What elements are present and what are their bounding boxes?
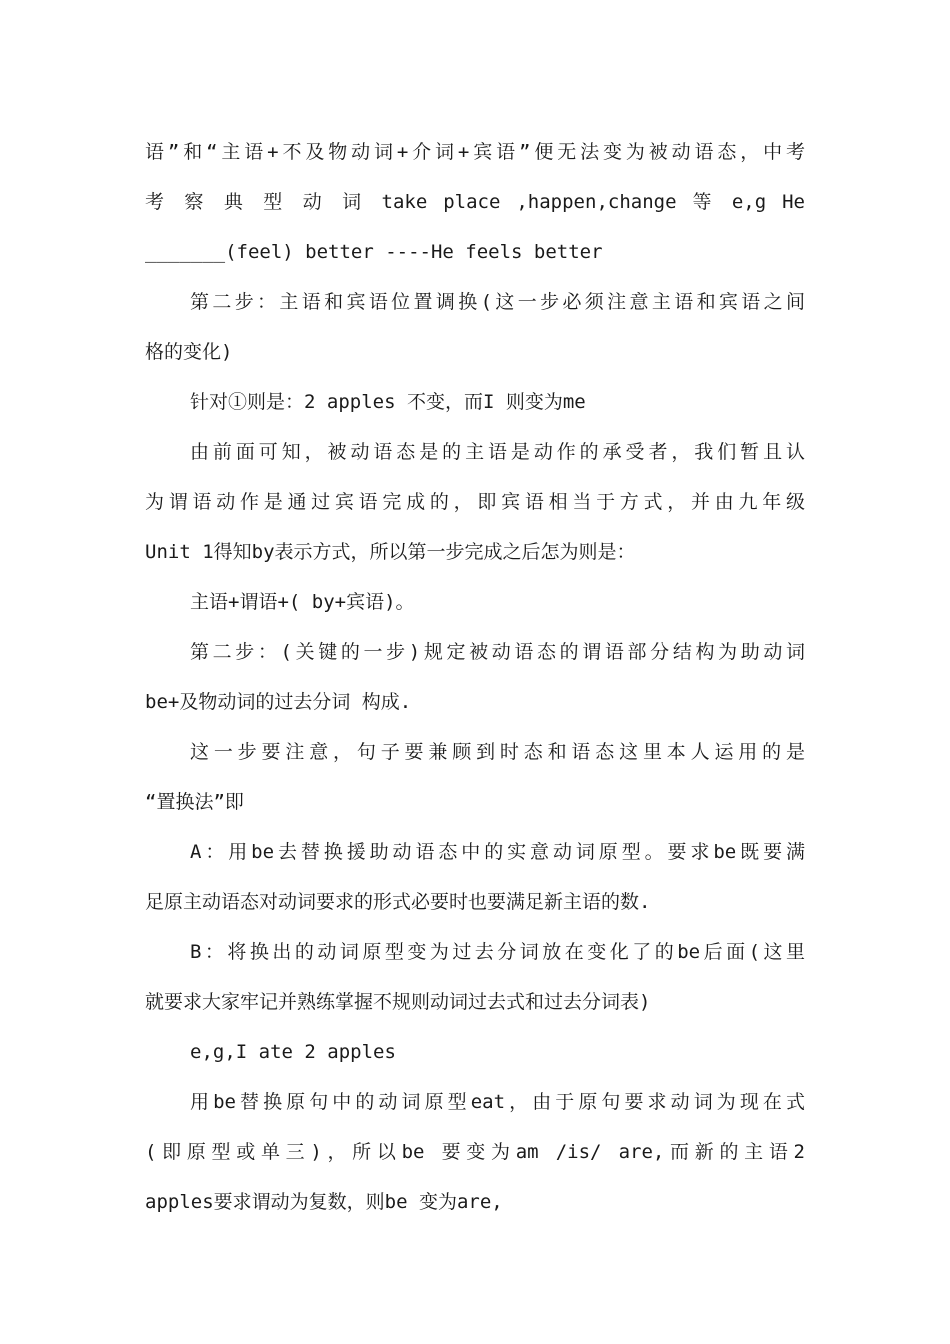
- text-line: 针对①则是：2 apples 不变，而I 则变为me: [190, 391, 586, 413]
- text-line: _______(feel) better ----He feels better: [145, 241, 603, 263]
- text-line: “置换法”即: [145, 791, 244, 813]
- text-line: 为谓语动作是通过宾语完成的，即宾语相当于方式，并由九年级: [145, 491, 805, 513]
- text-line: 格的变化): [145, 341, 233, 363]
- text-line: 主语+谓语+( by+宾语)。: [190, 591, 415, 613]
- text-line: (即原型或单三)，所以be 要变为am /is/ are,而新的主语2: [145, 1141, 805, 1163]
- text-line: 第二步：(关键的一步)规定被动语态的谓语部分结构为助动词: [190, 641, 805, 663]
- text-line: 由前面可知，被动语态是的主语是动作的承受者，我们暂且认: [190, 441, 805, 463]
- text-line: 用be替换原句中的动词原型eat，由于原句要求动词为现在式: [190, 1091, 805, 1113]
- text-line: A：用be去替换援助动语态中的实意动词原型。要求be既要满: [190, 841, 805, 863]
- text-line: B：将换出的动词原型变为过去分词放在变化了的be后面(这里: [190, 941, 805, 963]
- text-line: e,g,I ate 2 apples: [190, 1041, 396, 1063]
- text-line: 足原主动语态对动词要求的形式必要时也要满足新主语的数.: [145, 891, 651, 913]
- text-line: 第二步：主语和宾语位置调换(这一步必须注意主语和宾语之间: [190, 291, 805, 313]
- text-line: be+及物动词的过去分词 构成.: [145, 691, 412, 713]
- text-line: Unit 1得知by表示方式，所以第一步完成之后怎为则是：: [145, 541, 636, 563]
- text-line: apples要求谓动为复数，则be 变为are,: [145, 1191, 503, 1213]
- text-line: 语”和“主语+不及物动词+介词+宾语”便无法变为被动语态，中考: [145, 141, 805, 163]
- text-line: 就要求大家牢记并熟练掌握不规则动词过去式和过去分词表): [145, 991, 651, 1013]
- text-line: 考 察 典 型 动 词 take place ,happen,change 等 e,g He: [145, 191, 805, 213]
- text-line: 这一步要注意，句子要兼顾到时态和语态这里本人运用的是: [190, 741, 805, 763]
